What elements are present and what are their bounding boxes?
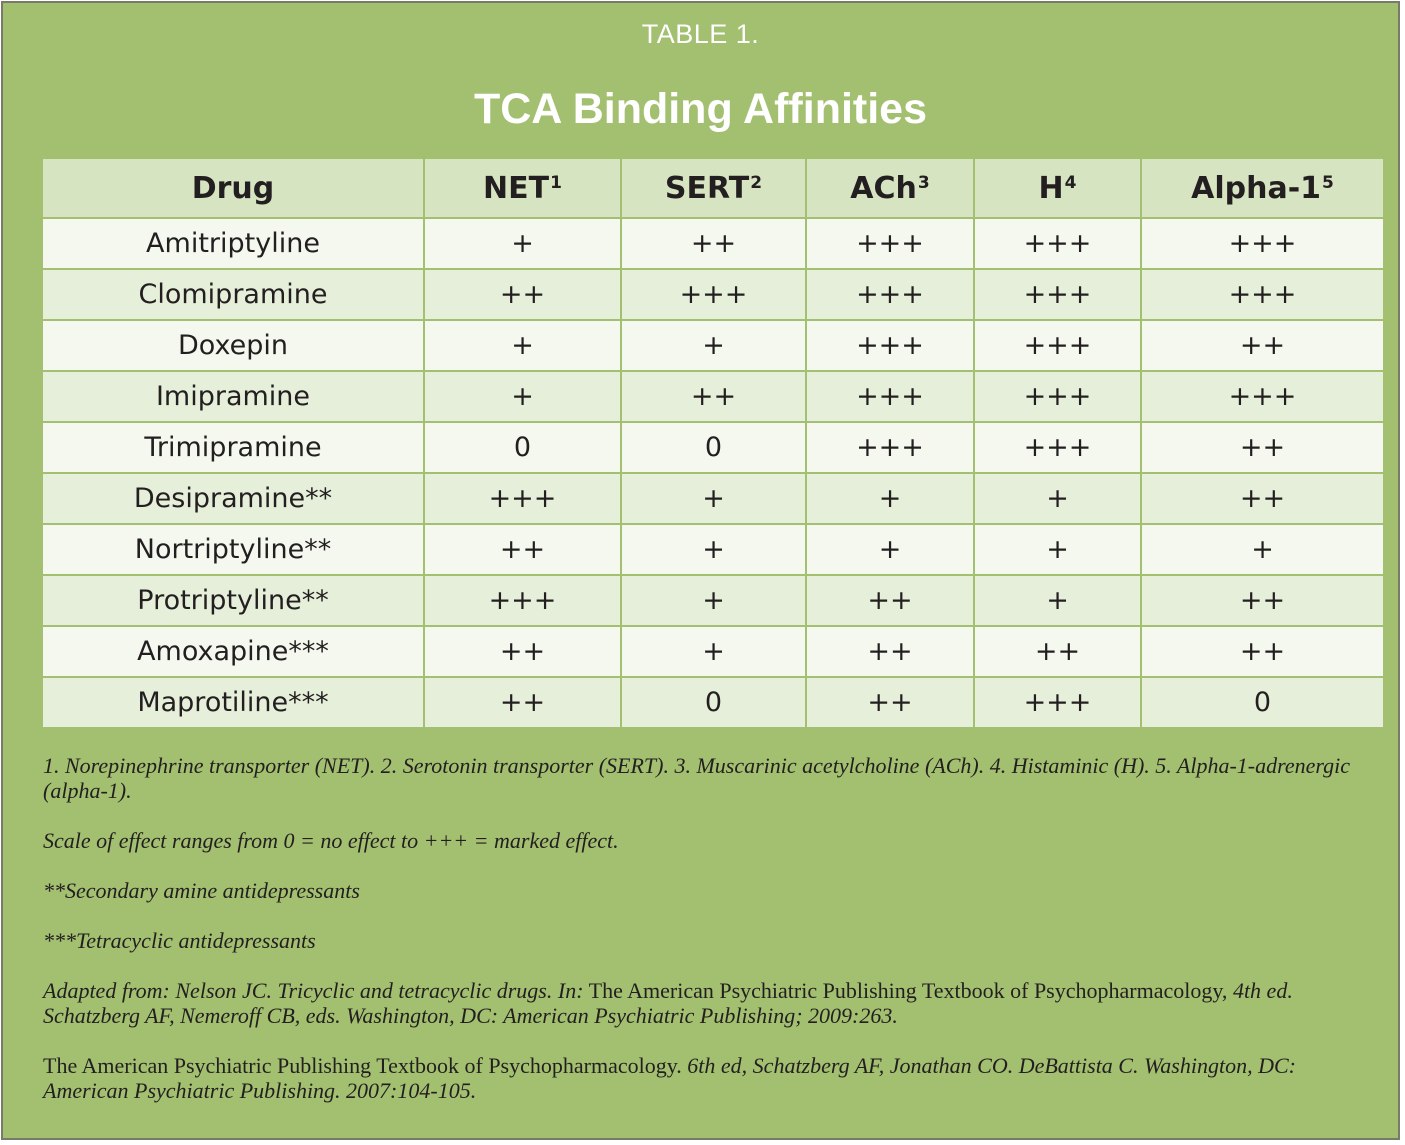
table-row: [42, 575, 1384, 626]
ach-cell: ++: [806, 626, 974, 677]
h-cell: +++: [974, 269, 1141, 320]
alpha1-cell: ++: [1141, 626, 1384, 677]
table-row: [42, 320, 1384, 371]
header-row: [42, 158, 1384, 218]
alpha1-cell: +++: [1141, 218, 1384, 269]
h-cell: +: [974, 575, 1141, 626]
table-row: [42, 524, 1384, 575]
alpha1-cell: +++: [1141, 269, 1384, 320]
ach-cell: +: [806, 473, 974, 524]
table-label: TABLE 1.: [641, 19, 760, 49]
alpha1-cell: +: [1141, 524, 1384, 575]
drug-cell: Protriptyline**: [42, 575, 424, 626]
header-drug: Drug: [42, 158, 424, 218]
drug-cell: Desipramine**: [42, 473, 424, 524]
drug-cell: Trimipramine: [42, 422, 424, 473]
table-panel: [1, 1, 1400, 1140]
table-row: [42, 626, 1384, 677]
h-cell: +++: [974, 218, 1141, 269]
ach-cell: +++: [806, 320, 974, 371]
drug-cell: Amitriptyline: [42, 218, 424, 269]
drug-cell: Maprotiline***: [42, 677, 424, 728]
sert-cell: +++: [621, 269, 806, 320]
table-notes: [43, 753, 1368, 1128]
ach-cell: ++: [806, 677, 974, 728]
net-cell: ++: [424, 677, 621, 728]
net-cell: +: [424, 371, 621, 422]
h-cell: +++: [974, 320, 1141, 371]
alpha1-cell: 0: [1141, 677, 1384, 728]
table-row: [42, 218, 1384, 269]
reference-1: Adapted from: Nelson JC. Tricyclic and tetracyclic drugs. In: The American Psychiatric Publishing Textbook of Psychopharmacology, 4th ed. Schatzberg AF, Nemeroff CB, eds. Washington, DC: American Psychiatric Publishing; 2009:263.: [43, 978, 1293, 1028]
net-cell: +: [424, 218, 621, 269]
alpha1-cell: +++: [1141, 371, 1384, 422]
sert-cell: +: [621, 524, 806, 575]
table-row: [42, 473, 1384, 524]
sert-cell: ++: [621, 371, 806, 422]
footnote-definitions: 1. Norepinephrine transporter (NET). 2. Serotonin transporter (SERT). 3. Muscarinic acetylcholine (ACh). 4. Histaminic (H). 5. Alpha-1-adrenergic (alpha-1).: [43, 753, 1351, 803]
drug-cell: Imipramine: [42, 371, 424, 422]
sert-cell: 0: [621, 677, 806, 728]
net-cell: +++: [424, 473, 621, 524]
binding-affinity-table: [41, 157, 1385, 729]
table-row: [42, 371, 1384, 422]
ach-cell: +++: [806, 218, 974, 269]
net-cell: 0: [424, 422, 621, 473]
drug-cell: Doxepin: [42, 320, 424, 371]
alpha1-cell: ++: [1141, 320, 1384, 371]
header-net: NET$^1$: [424, 158, 621, 218]
sert-cell: +: [621, 575, 806, 626]
h-cell: +++: [974, 677, 1141, 728]
table-row: [42, 677, 1384, 728]
drug-cell: Nortriptyline**: [42, 524, 424, 575]
ach-cell: +++: [806, 371, 974, 422]
net-cell: ++: [424, 269, 621, 320]
sert-cell: +: [621, 320, 806, 371]
ach-cell: +++: [806, 422, 974, 473]
header-h: $H^4$: [974, 158, 1141, 218]
reference-2: The American Psychiatric Publishing Textbook of Psychopharmacology. 6th ed, Schatzberg AF, Jonathan CO. DeBattista C. Washington, DC: American Psychiatric Publishing. 2007:104-105.: [43, 1053, 1296, 1103]
h-cell: +++: [974, 422, 1141, 473]
ach-cell: +++: [806, 269, 974, 320]
net-cell: +: [424, 320, 621, 371]
net-cell: +++: [424, 575, 621, 626]
alpha1-cell: ++: [1141, 473, 1384, 524]
table-title: TCA Binding Affinities: [473, 85, 928, 133]
h-cell: ++: [974, 626, 1141, 677]
tetracyclic-note: ***Tetracyclic antidepressants: [43, 928, 316, 953]
alpha1-cell: ++: [1141, 422, 1384, 473]
sert-cell: +: [621, 473, 806, 524]
scale-note: Scale of effect ranges from 0 = no effect to +++ = marked effect.: [43, 828, 619, 853]
table-row: [42, 422, 1384, 473]
drug-cell: Amoxapine***: [42, 626, 424, 677]
drug-cell: Clomipramine: [42, 269, 424, 320]
header-ach: ACh$^3$: [806, 158, 974, 218]
h-cell: +: [974, 473, 1141, 524]
h-cell: +++: [974, 371, 1141, 422]
secondary-amine-note: **Secondary amine antidepressants: [43, 878, 360, 903]
ach-cell: +: [806, 524, 974, 575]
table-row: [42, 269, 1384, 320]
sert-cell: +: [621, 626, 806, 677]
net-cell: ++: [424, 524, 621, 575]
sert-cell: ++: [621, 218, 806, 269]
net-cell: ++: [424, 626, 621, 677]
header-alpha1: Alpha-$1^5$: [1141, 158, 1384, 218]
ach-cell: ++: [806, 575, 974, 626]
alpha1-cell: ++: [1141, 575, 1384, 626]
sert-cell: 0: [621, 422, 806, 473]
header-sert: SERT$^2$: [621, 158, 806, 218]
h-cell: +: [974, 524, 1141, 575]
